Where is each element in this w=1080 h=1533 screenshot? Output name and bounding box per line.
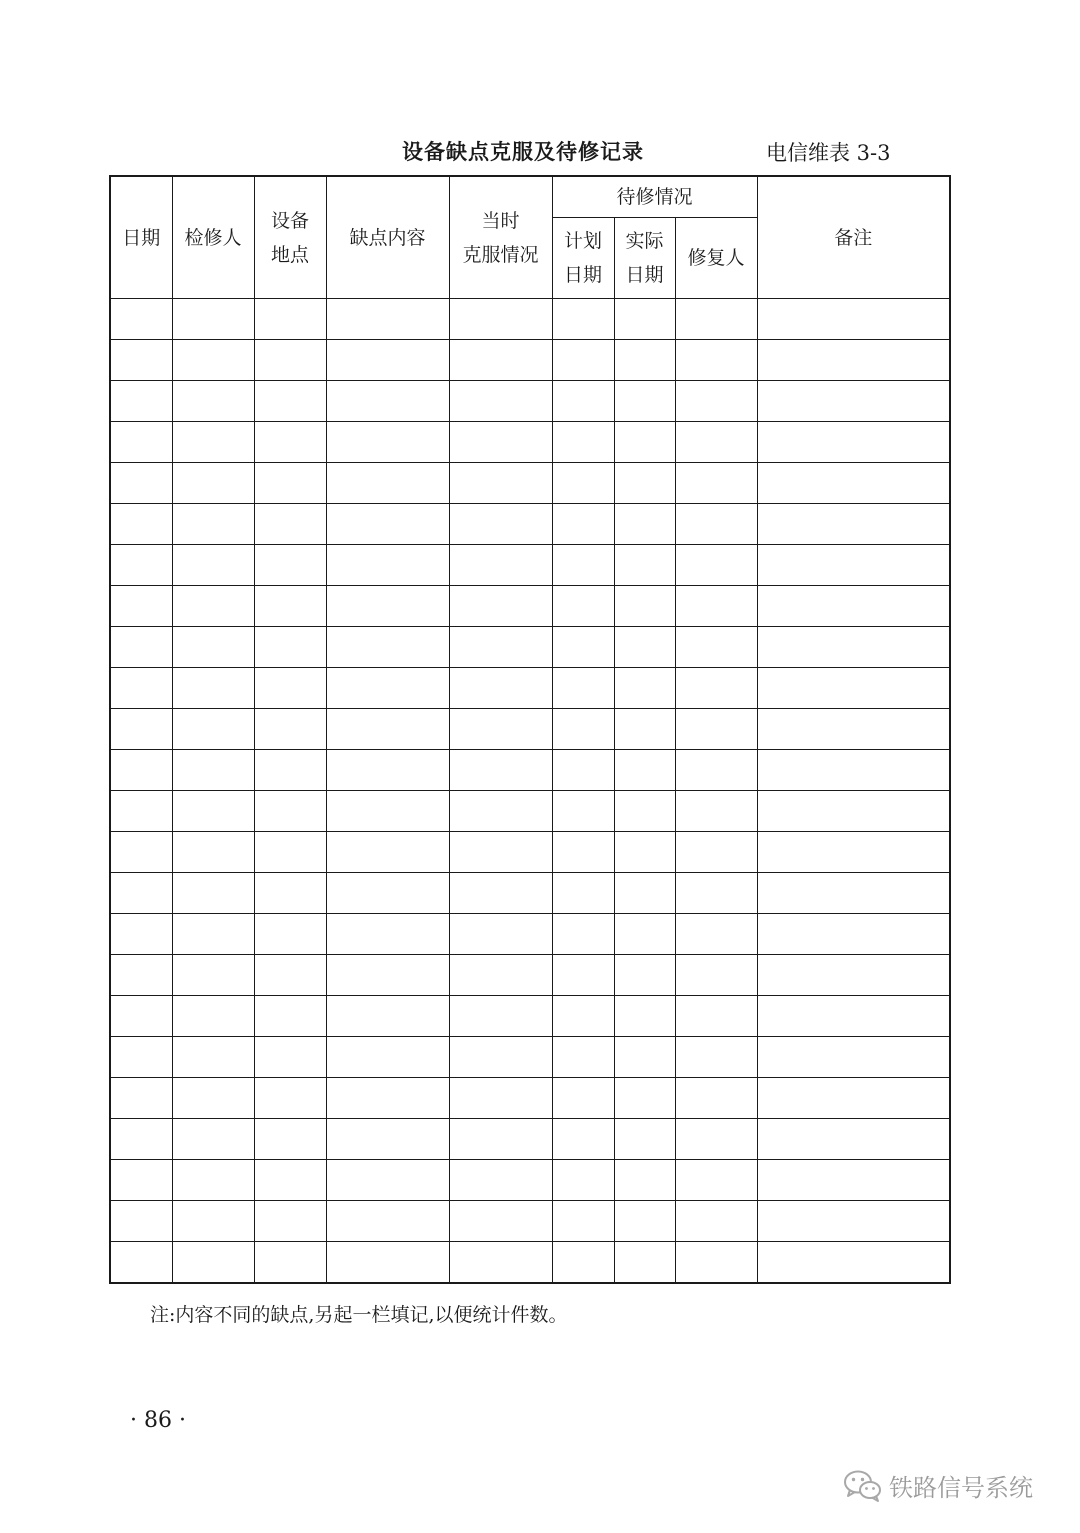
table-cell: [757, 1119, 950, 1160]
table-cell: [326, 709, 449, 750]
table-cell: [172, 504, 254, 545]
table-cell: [110, 750, 172, 791]
table-cell: [172, 791, 254, 832]
table-row: [110, 463, 950, 504]
table-cell: [110, 299, 172, 340]
header-location-line1: 设备: [270, 209, 309, 232]
table-row: [110, 668, 950, 709]
table-cell: [449, 750, 552, 791]
table-cell: [675, 422, 757, 463]
table-cell: [326, 545, 449, 586]
record-table: [109, 175, 951, 1284]
table-cell: [449, 955, 552, 996]
table-row: [110, 873, 950, 914]
table-row: [110, 914, 950, 955]
table-cell: [254, 955, 326, 996]
table-cell: [449, 340, 552, 381]
table-cell: [172, 1078, 254, 1119]
table-cell: [449, 586, 552, 627]
table-cell: [110, 1119, 172, 1160]
table-cell: [614, 1160, 675, 1201]
table-cell: [110, 1201, 172, 1242]
table-cell: [110, 1037, 172, 1078]
table-cell: [254, 627, 326, 668]
table-cell: [614, 750, 675, 791]
table-cell: [110, 955, 172, 996]
table-cell: [614, 873, 675, 914]
table-cell: [675, 873, 757, 914]
table-cell: [614, 627, 675, 668]
table-cell: [757, 1242, 950, 1284]
table-cell: [757, 1160, 950, 1201]
table-cell: [172, 463, 254, 504]
table-cell: [757, 299, 950, 340]
table-cell: [326, 627, 449, 668]
table-cell: [614, 668, 675, 709]
table-cell: [172, 381, 254, 422]
table-row: [110, 627, 950, 668]
table-cell: [326, 1160, 449, 1201]
header-actual-line2: 日期: [625, 264, 664, 286]
table-cell: [254, 791, 326, 832]
table-cell: [110, 791, 172, 832]
table-cell: [675, 914, 757, 955]
table-row: [110, 299, 950, 340]
table-cell: [326, 340, 449, 381]
table-cell: [757, 586, 950, 627]
table-cell: [757, 545, 950, 586]
table-cell: [675, 340, 757, 381]
table-cell: [552, 873, 614, 914]
table-cell: [449, 1201, 552, 1242]
table-cell: [449, 1037, 552, 1078]
table-cell: [552, 1078, 614, 1119]
table-cell: [172, 709, 254, 750]
footnote: 注:内容不同的缺点,另起一栏填记,以便统计件数。: [150, 1304, 568, 1326]
table-row: [110, 1160, 950, 1201]
table-row: [110, 1119, 950, 1160]
table-cell: [326, 504, 449, 545]
table-cell: [326, 1242, 449, 1284]
table-cell: [449, 422, 552, 463]
table-cell: [614, 914, 675, 955]
table-cell: [172, 627, 254, 668]
form-code: 电信维表 3-3: [766, 141, 891, 165]
table-cell: [326, 1078, 449, 1119]
table-cell: [110, 709, 172, 750]
table-cell: [757, 750, 950, 791]
table-cell: [110, 627, 172, 668]
table-cell: [449, 1242, 552, 1284]
table-cell: [757, 996, 950, 1037]
table-cell: [449, 463, 552, 504]
table-cell: [614, 1119, 675, 1160]
table-cell: [254, 463, 326, 504]
table-cell: [326, 791, 449, 832]
table-cell: [552, 1242, 614, 1284]
table-cell: [172, 1201, 254, 1242]
table-cell: [172, 873, 254, 914]
table-row: [110, 545, 950, 586]
table-cell: [172, 832, 254, 873]
table-row: [110, 1078, 950, 1119]
header-pending-group: 待修情况: [552, 176, 757, 218]
table-cell: [172, 668, 254, 709]
table-cell: [757, 1078, 950, 1119]
table-cell: [326, 955, 449, 996]
table-cell: [675, 1242, 757, 1284]
table-cell: [254, 299, 326, 340]
table-cell: [675, 791, 757, 832]
table-cell: [614, 996, 675, 1037]
table-cell: [675, 1119, 757, 1160]
table-cell: [110, 1078, 172, 1119]
table-cell: [449, 996, 552, 1037]
header-date: 日期: [110, 176, 172, 299]
table-cell: [110, 422, 172, 463]
table-cell: [757, 668, 950, 709]
table-row: [110, 1037, 950, 1078]
table-cell: [449, 299, 552, 340]
table-cell: [326, 873, 449, 914]
table-cell: [172, 1037, 254, 1078]
table-cell: [757, 1037, 950, 1078]
table-cell: [552, 340, 614, 381]
table-cell: [757, 381, 950, 422]
table-cell: [614, 955, 675, 996]
table-cell: [172, 996, 254, 1037]
table-cell: [614, 422, 675, 463]
table-cell: [254, 709, 326, 750]
header-inspector: 检修人: [172, 176, 254, 299]
table-cell: [614, 1242, 675, 1284]
header-current-line1: 当时: [481, 209, 520, 232]
table-cell: [110, 1160, 172, 1201]
table-row: [110, 1242, 950, 1284]
header-remarks: 备注: [757, 176, 950, 299]
table-body: [110, 299, 950, 1284]
table-row: [110, 381, 950, 422]
table-cell: [614, 791, 675, 832]
table-cell: [254, 545, 326, 586]
header-repairer: 修复人: [675, 218, 757, 299]
table-cell: [552, 791, 614, 832]
table-cell: [254, 914, 326, 955]
table-row: [110, 791, 950, 832]
watermark-text: 铁路信号系统: [889, 1474, 1033, 1502]
table-cell: [757, 955, 950, 996]
table-cell: [172, 545, 254, 586]
table-cell: [110, 463, 172, 504]
table-cell: [552, 955, 614, 996]
watermark: [843, 1468, 1033, 1503]
table-cell: [552, 668, 614, 709]
table-cell: [449, 627, 552, 668]
table-cell: [326, 299, 449, 340]
table-cell: [757, 832, 950, 873]
table-cell: [110, 586, 172, 627]
header-current-status: [449, 176, 552, 299]
table-row: [110, 832, 950, 873]
table-cell: [449, 873, 552, 914]
table-cell: [449, 791, 552, 832]
table-cell: [326, 668, 449, 709]
table-cell: [675, 668, 757, 709]
table-cell: [552, 832, 614, 873]
table-cell: [757, 422, 950, 463]
table-cell: [757, 914, 950, 955]
table-cell: [326, 463, 449, 504]
table-cell: [614, 545, 675, 586]
header-location-line2: 地点: [270, 243, 309, 266]
table-cell: [449, 709, 552, 750]
table-cell: [254, 422, 326, 463]
table-cell: [552, 381, 614, 422]
table-cell: [326, 422, 449, 463]
table-row: [110, 955, 950, 996]
table-cell: [326, 914, 449, 955]
table-row: [110, 996, 950, 1037]
header-plan-line2: 日期: [563, 264, 602, 286]
table-cell: [552, 709, 614, 750]
wechat-icon: [843, 1469, 883, 1503]
table-cell: [675, 586, 757, 627]
table-row: [110, 1201, 950, 1242]
table-cell: [326, 1119, 449, 1160]
table-cell: [110, 545, 172, 586]
table-cell: [110, 914, 172, 955]
table-cell: [172, 299, 254, 340]
table-cell: [757, 340, 950, 381]
table-cell: [757, 791, 950, 832]
table-cell: [614, 504, 675, 545]
table-cell: [552, 504, 614, 545]
table-cell: [172, 340, 254, 381]
table-cell: [757, 504, 950, 545]
table-row: [110, 340, 950, 381]
table-cell: [614, 586, 675, 627]
table-cell: [552, 1160, 614, 1201]
table-cell: [675, 750, 757, 791]
table-cell: [326, 1037, 449, 1078]
table-cell: [614, 832, 675, 873]
table-cell: [449, 381, 552, 422]
table-cell: [254, 668, 326, 709]
table-cell: [675, 545, 757, 586]
table-cell: [552, 422, 614, 463]
table-cell: [254, 1242, 326, 1284]
table-cell: [675, 504, 757, 545]
table-cell: [172, 914, 254, 955]
table-cell: [172, 1119, 254, 1160]
table-cell: [110, 340, 172, 381]
table-cell: [449, 1119, 552, 1160]
table-cell: [757, 627, 950, 668]
table-cell: [326, 750, 449, 791]
table-cell: [254, 1201, 326, 1242]
table-cell: [172, 955, 254, 996]
table-cell: [552, 996, 614, 1037]
table-cell: [254, 1119, 326, 1160]
table-cell: [552, 750, 614, 791]
table-cell: [552, 545, 614, 586]
table-cell: [614, 1078, 675, 1119]
table-cell: [254, 504, 326, 545]
table-cell: [110, 1242, 172, 1284]
table-row: [110, 709, 950, 750]
table-cell: [110, 381, 172, 422]
table-cell: [614, 299, 675, 340]
table-cell: [552, 627, 614, 668]
header-actual-date: [614, 218, 675, 299]
table-cell: [449, 545, 552, 586]
table-row: [110, 504, 950, 545]
table-cell: [254, 996, 326, 1037]
header-actual-line1: 实际: [625, 230, 664, 252]
table-cell: [614, 1037, 675, 1078]
table-cell: [172, 422, 254, 463]
table-cell: [449, 914, 552, 955]
table-row: [110, 750, 950, 791]
table-cell: [254, 832, 326, 873]
header-plan-line1: 计划: [563, 230, 602, 252]
table-cell: [675, 1037, 757, 1078]
table-cell: [110, 873, 172, 914]
table-cell: [552, 914, 614, 955]
table-cell: [326, 381, 449, 422]
table-cell: [675, 832, 757, 873]
table-cell: [254, 381, 326, 422]
table-cell: [675, 955, 757, 996]
header-location: [254, 176, 326, 299]
table-cell: [675, 996, 757, 1037]
form-title: 设备缺点克服及待修记录: [402, 140, 644, 164]
table-cell: [449, 1160, 552, 1201]
table-cell: [675, 1201, 757, 1242]
table-cell: [614, 381, 675, 422]
table-cell: [552, 299, 614, 340]
table-cell: [254, 586, 326, 627]
table-cell: [675, 463, 757, 504]
table-cell: [254, 873, 326, 914]
table-cell: [254, 1078, 326, 1119]
table-cell: [110, 832, 172, 873]
table-cell: [757, 873, 950, 914]
table-cell: [614, 463, 675, 504]
table-cell: [172, 1160, 254, 1201]
header-current-line2: 克服情况: [462, 243, 539, 266]
table-cell: [675, 709, 757, 750]
table-cell: [449, 1078, 552, 1119]
table-cell: [172, 586, 254, 627]
table-cell: [675, 627, 757, 668]
table-cell: [326, 586, 449, 627]
table-cell: [110, 996, 172, 1037]
table-cell: [552, 1201, 614, 1242]
header-defect: 缺点内容: [326, 176, 449, 299]
table-row: [110, 422, 950, 463]
table-cell: [757, 709, 950, 750]
table-cell: [110, 668, 172, 709]
header-plan-date: [552, 218, 614, 299]
table-cell: [449, 668, 552, 709]
table-cell: [254, 750, 326, 791]
table-cell: [552, 463, 614, 504]
table-cell: [326, 996, 449, 1037]
table-cell: [552, 1037, 614, 1078]
table-cell: [449, 832, 552, 873]
table-cell: [675, 381, 757, 422]
table-cell: [614, 709, 675, 750]
table-cell: [757, 463, 950, 504]
page-number: · 86 ·: [130, 1408, 186, 1433]
table-cell: [254, 1160, 326, 1201]
table-cell: [552, 1119, 614, 1160]
table-cell: [614, 1201, 675, 1242]
table-cell: [552, 586, 614, 627]
table-cell: [254, 340, 326, 381]
table-cell: [449, 504, 552, 545]
table-cell: [675, 1160, 757, 1201]
table-cell: [326, 832, 449, 873]
table-cell: [614, 340, 675, 381]
table-cell: [675, 1078, 757, 1119]
table-cell: [172, 750, 254, 791]
table-cell: [254, 1037, 326, 1078]
table-cell: [172, 1242, 254, 1284]
table-row: [110, 586, 950, 627]
table-cell: [675, 299, 757, 340]
table-cell: [110, 504, 172, 545]
table-cell: [326, 1201, 449, 1242]
table-cell: [757, 1201, 950, 1242]
